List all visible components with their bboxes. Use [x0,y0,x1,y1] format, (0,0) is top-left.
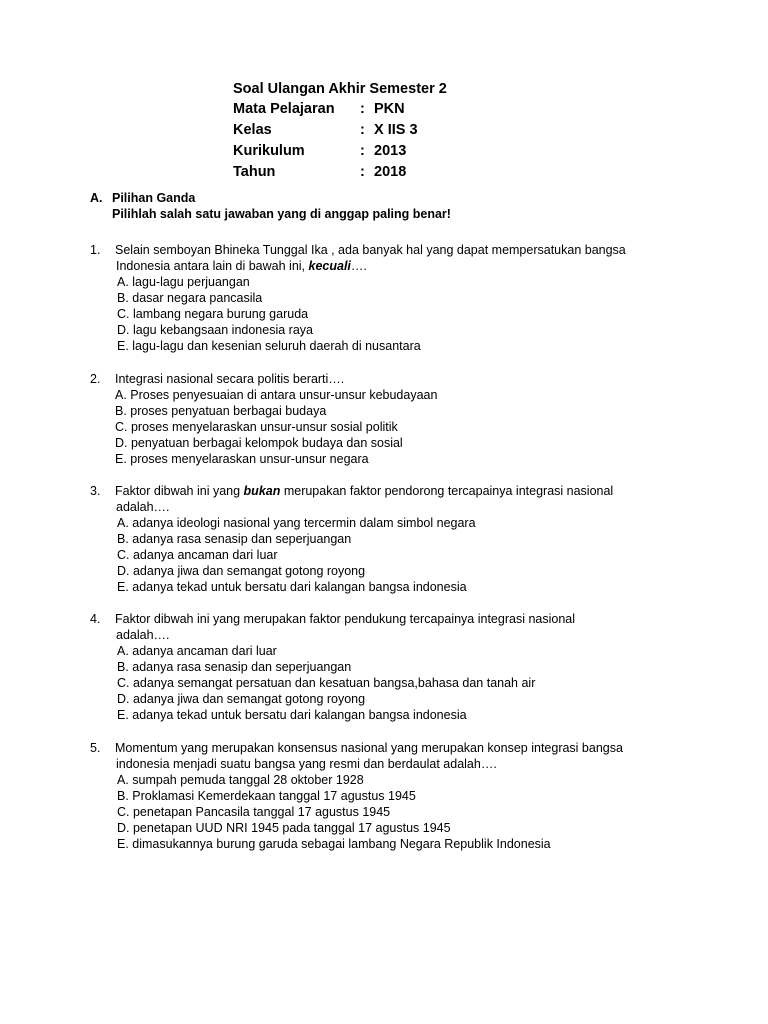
header-key: Kelas [233,122,272,138]
section-letter: A. [90,191,103,205]
option-d: D. penyatuan berbagai kelompok budaya dan sosial [115,436,403,450]
question-1 [90,242,626,354]
question-line: Faktor dibwah ini yang merupakan faktor pendukung tercapainya integrasi nasional [115,612,576,626]
question-line-continued: adalah…. [116,628,170,642]
option-a: A. adanya ideologi nasional yang tercermin dalam simbol negara [117,516,476,530]
question-emphasis: kecuali [308,259,351,273]
question-line-continued: indonesia menjadi suatu bangsa yang resmi dan berdaulat adalah…. [116,757,497,771]
option-c: C. proses menyelaraskan unsur-unsur sosial politik [115,420,398,434]
question-number: 4. [90,612,101,626]
header-row-year [233,162,447,183]
section-instruction: Pilihlah salah satu jawaban yang di anggap paling benar! [112,207,451,221]
option-d: D. lagu kebangsaan indonesia raya [117,323,313,337]
question-line: Selain semboyan Bhineka Tunggal Ika , ada banyak hal yang dapat mempersatukan bangsa [115,243,626,257]
header-colon: : [360,101,365,117]
option-b: B. Proklamasi Kemerdekaan tanggal 17 agustus 1945 [117,789,416,803]
option-a: A. lagu-lagu perjuangan [117,275,250,289]
question-number: 5. [90,741,101,755]
option-a: A. sumpah pemuda tanggal 28 oktober 1928 [117,773,364,787]
question-5 [90,740,623,852]
header-colon: : [360,164,365,180]
question-line-continued: adalah…. [116,500,170,514]
question-number: 2. [90,372,101,386]
question-number: 1. [90,243,101,257]
question-text-part: Indonesia antara lain di bawah ini, [116,259,309,273]
option-b: B. dasar negara pancasila [117,291,263,305]
option-c: C. adanya ancaman dari luar [117,548,278,562]
option-e: E. adanya tekad untuk bersatu dari kalangan bangsa indonesia [117,580,467,594]
option-d: D. adanya jiwa dan semangat gotong royong [117,692,366,706]
question-text-part: merupakan faktor pendorong tercapainya integrasi nasional [280,484,614,498]
option-e: E. adanya tekad untuk bersatu dari kalangan bangsa indonesia [117,708,467,722]
question-emphasis: bukan [243,484,281,498]
option-d: D. adanya jiwa dan semangat gotong royong [117,564,366,578]
option-b: B. adanya rasa senasip dan seperjuangan [117,532,352,546]
question-line: Momentum yang merupakan konsensus nasional yang merupakan konsep integrasi bangsa [115,741,623,755]
question-3 [90,483,613,595]
question-text-part: …. [350,259,367,273]
option-c: C. lambang negara burung garuda [117,307,309,321]
option-c: C. adanya semangat persatuan dan kesatuan bangsa,bahasa dan tanah air [117,676,536,690]
header-key: Tahun [233,164,276,180]
question-text [90,483,613,499]
option-d: D. penetapan UUD NRI 1945 pada tanggal 17 agustus 1945 [117,821,451,835]
header-key: Mata Pelajaran [233,101,335,117]
question-4 [90,611,575,723]
question-number: 3. [90,484,101,498]
question-text-part: Faktor dibwah ini yang [115,484,244,498]
option-a: A. Proses penyesuaian di antara unsur-unsur kebudayaan [115,388,438,402]
option-e: E. lagu-lagu dan kesenian seluruh daerah di nusantara [117,339,421,353]
option-b: B. adanya rasa senasip dan seperjuangan [117,660,352,674]
header-row-subject [233,99,447,120]
option-e: E. dimasukannya burung garuda sebagai lambang Negara Republik Indonesia [117,837,551,851]
exam-header [233,79,447,183]
question-text [90,242,626,258]
header-colon: : [360,143,365,159]
section-multiple-choice [90,190,451,222]
header-value: X IIS 3 [374,122,418,138]
option-c: C. penetapan Pancasila tanggal 17 agustus 1945 [117,805,391,819]
section-heading [90,190,451,206]
header-key: Kurikulum [233,143,305,159]
exam-title: Soal Ulangan Akhir Semester 2 [233,81,447,97]
question-text [90,740,623,756]
option-a: A. adanya ancaman dari luar [117,644,277,658]
header-value: 2018 [374,164,407,180]
section-title: Pilihan Ganda [112,191,196,205]
header-colon: : [360,122,365,138]
option-b: B. proses penyatuan berbagai budaya [115,404,327,418]
header-row-curriculum [233,141,447,162]
header-value: 2013 [374,143,407,159]
question-2 [90,371,437,467]
header-value: PKN [374,101,405,117]
question-text [90,611,575,627]
question-text [90,371,437,387]
question-line-continued [90,258,626,274]
header-row-class [233,120,447,141]
option-e: E. proses menyelaraskan unsur-unsur negara [115,452,369,466]
question-line: Integrasi nasional secara politis berarti…. [115,372,345,386]
